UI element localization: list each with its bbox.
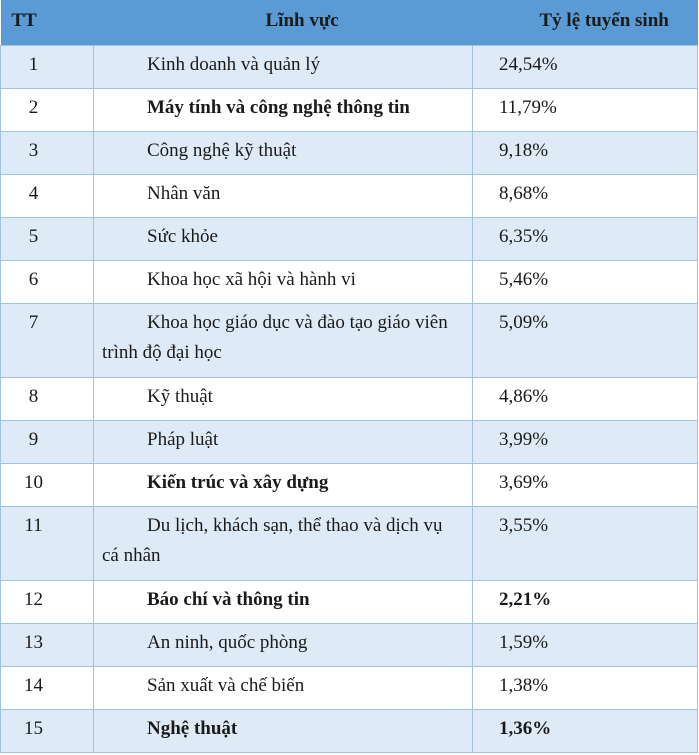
row-field-cell bbox=[94, 260, 473, 303]
row-number: 3 bbox=[1, 131, 94, 174]
row-field-cell bbox=[94, 506, 473, 580]
row-number: 1 bbox=[1, 45, 94, 88]
table-row bbox=[1, 463, 698, 506]
table-row bbox=[1, 377, 698, 420]
row-rate: 11,79% bbox=[473, 88, 698, 131]
table-row bbox=[1, 131, 698, 174]
table-row bbox=[1, 88, 698, 131]
table-row bbox=[1, 45, 698, 88]
header-field: Lĩnh vực bbox=[94, 0, 473, 45]
row-rate: 5,09% bbox=[473, 303, 698, 377]
row-field-cell bbox=[94, 709, 473, 752]
row-field-cell bbox=[94, 45, 473, 88]
row-rate: 1,59% bbox=[473, 623, 698, 666]
row-field-cell bbox=[94, 580, 473, 623]
row-field-cell bbox=[94, 303, 473, 377]
table-header-row bbox=[1, 0, 698, 45]
row-field-cell bbox=[94, 217, 473, 260]
table-row bbox=[1, 303, 698, 377]
row-field: Khoa học xã hội và hành vi bbox=[147, 268, 356, 290]
row-rate: 1,38% bbox=[473, 666, 698, 709]
row-field-cell bbox=[94, 420, 473, 463]
row-field: Pháp luật bbox=[147, 428, 219, 450]
row-field: Máy tính và công nghệ thông tin bbox=[147, 96, 410, 118]
row-number: 4 bbox=[1, 174, 94, 217]
table-row bbox=[1, 174, 698, 217]
row-rate: 1,36% bbox=[473, 709, 698, 752]
table-row bbox=[1, 506, 698, 580]
row-field: Kỹ thuật bbox=[147, 385, 213, 407]
row-number: 9 bbox=[1, 420, 94, 463]
row-field: Kiến trúc và xây dựng bbox=[147, 471, 329, 493]
row-number: 5 bbox=[1, 217, 94, 260]
table-row bbox=[1, 623, 698, 666]
row-number: 12 bbox=[1, 580, 94, 623]
row-field: Báo chí và thông tin bbox=[147, 588, 310, 610]
row-field: Công nghệ kỹ thuật bbox=[147, 139, 297, 161]
row-number: 8 bbox=[1, 377, 94, 420]
row-field: Nghệ thuật bbox=[147, 717, 238, 739]
row-field: Kinh doanh và quản lý bbox=[147, 53, 321, 75]
row-rate: 8,68% bbox=[473, 174, 698, 217]
row-field-cell bbox=[94, 623, 473, 666]
row-field: Du lịch, khách sạn, thể thao và dịch vụ cá nhân bbox=[102, 514, 443, 566]
table-row bbox=[1, 217, 698, 260]
row-field-cell bbox=[94, 88, 473, 131]
row-field: Khoa học giáo dục và đào tạo giáo viên trình độ đại học bbox=[102, 311, 448, 363]
row-field-cell bbox=[94, 463, 473, 506]
table-row bbox=[1, 580, 698, 623]
row-number: 14 bbox=[1, 666, 94, 709]
header-tt: TT bbox=[1, 0, 94, 45]
row-rate: 6,35% bbox=[473, 217, 698, 260]
row-field-cell bbox=[94, 131, 473, 174]
row-number: 15 bbox=[1, 709, 94, 752]
row-number: 6 bbox=[1, 260, 94, 303]
row-field: Sức khỏe bbox=[147, 225, 218, 247]
row-field-cell bbox=[94, 174, 473, 217]
row-rate: 24,54% bbox=[473, 45, 698, 88]
row-rate: 5,46% bbox=[473, 260, 698, 303]
header-rate: Tỷ lệ tuyển sinh bbox=[473, 0, 698, 45]
row-number: 10 bbox=[1, 463, 94, 506]
row-rate: 4,86% bbox=[473, 377, 698, 420]
row-number: 7 bbox=[1, 303, 94, 377]
row-rate: 3,69% bbox=[473, 463, 698, 506]
row-rate: 3,99% bbox=[473, 420, 698, 463]
row-field: Sản xuất và chế biến bbox=[147, 674, 305, 696]
row-rate: 2,21% bbox=[473, 580, 698, 623]
row-number: 13 bbox=[1, 623, 94, 666]
table-row bbox=[1, 666, 698, 709]
table-row bbox=[1, 260, 698, 303]
table-row bbox=[1, 709, 698, 752]
row-number: 2 bbox=[1, 88, 94, 131]
row-field-cell bbox=[94, 377, 473, 420]
row-number: 11 bbox=[1, 506, 94, 580]
row-field: Nhân văn bbox=[147, 182, 221, 204]
row-field-cell bbox=[94, 666, 473, 709]
row-field: An ninh, quốc phòng bbox=[147, 631, 308, 653]
table-row bbox=[1, 420, 698, 463]
row-rate: 9,18% bbox=[473, 131, 698, 174]
row-rate: 3,55% bbox=[473, 506, 698, 580]
table-body bbox=[1, 45, 698, 752]
